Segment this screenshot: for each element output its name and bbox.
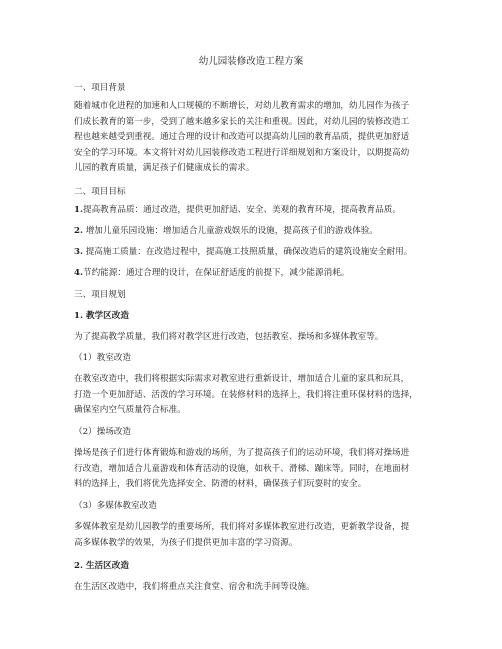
paragraph-line: 行改造，增加适合儿童游戏和体育活动的设施，如秋千、滑梯、蹦床等。同时，在地面材 [74,463,410,474]
paragraph-line: 多媒体教室是幼儿园教学的重要场所，我们将对多媒体教室进行改造，更新教学设备，提 [74,522,410,532]
goal-text: 节约能源：通过合理的设计，在保证舒适度的前提下，减少能源消耗。 [82,268,350,278]
paragraph-line: 儿园的教育质量，满足孩子们健康成长的需求。 [74,163,255,174]
playground-paragraph [74,446,434,493]
goal-number: 3. [74,247,83,257]
subsection-living-title: 2. 生活区改造 [74,561,129,571]
paragraph-line: 打造一个更加舒适、活泼的学习环境。在装修材料的选择上，我们将注重环保材料的选择， [74,389,418,400]
goal-text: 增加儿童乐园设施：增加适合儿童游戏娱乐的设施，提高孩子们的游戏体验。 [82,226,378,236]
goal-number: 4. [74,268,83,278]
subsection-teaching-title: 1. 教学区改造 [74,311,129,321]
subsection-teaching-intro: 为了提高教学质量，我们将对教学区进行改造，包括教室、操场和多媒体教室等。 [74,332,384,342]
paragraph-line: 确保室内空气质量符合标准。 [74,405,186,416]
paragraph-line: 安全的学习环境。本文将针对幼儿园装修改造工程进行详细规划和方案设计，以期提高幼 [74,147,410,158]
multimedia-heading: （3）多媒体教室改造 [74,501,157,511]
playground-heading: （2）操场改造 [74,427,132,437]
goal-number: 1. [74,205,83,215]
goal-item-1 [74,203,434,219]
paragraph-line: 程也越来越受到重视。通过合理的设计和改造可以提高幼儿园的教育品质，提供更加舒适 [74,132,410,143]
classroom-heading: （1）教室改造 [74,353,132,363]
paragraph-line: 随着城市化进程的加速和人口规模的不断增长，对幼儿教育需求的增加，幼儿园作为孩子 [74,101,410,111]
section-goals-heading: 二、项目目标 [74,187,126,197]
goal-item-2 [74,224,434,240]
multimedia-paragraph [74,520,434,551]
section-background-heading: 一、项目背景 [74,83,126,93]
document-title: 幼儿园装修改造工程方案 [198,56,304,67]
goal-item-3 [74,245,434,261]
goal-text: 提高教育品质：通过改造，提供更加舒适、安全、美观的教育环境，提高教育品质。 [82,205,401,215]
paragraph-line: 们成长教育的第一步，受到了越来越多家长的关注和重视。因此，对幼儿园的装修改造工 [74,116,410,127]
classroom-paragraph [74,372,434,419]
paragraph-line: 料的选择上，我们将优先选择安全、防滑的材料，确保孩子们玩耍时的安全。 [74,479,367,490]
goal-text: 提高施工质量：在改造过程中，提高施工技照质量，确保改造后的建筑设施安全耐用。 [82,247,413,257]
paragraph-line: 操场是孩子们进行体育锻炼和游戏的场所，为了提高孩子们的运动环境，我们将对操场进 [74,448,410,458]
paragraph-line: 在教室改造中，我们将根据实际需求对教室进行重新设计，增加适合儿童的家具和玩具， [74,374,410,384]
goal-number: 2. [74,226,83,236]
subsection-living-intro: 在生活区改造中，我们将重点关注食堂、宿舍和洗手间等设施。 [74,582,315,592]
goal-item-4 [74,266,434,282]
section-background-paragraph [74,99,434,177]
section-planning-heading: 三、项目规划 [74,290,126,300]
paragraph-line: 高多媒体教学的效果，为孩子们提供更加丰富的学习资源。 [74,537,298,548]
